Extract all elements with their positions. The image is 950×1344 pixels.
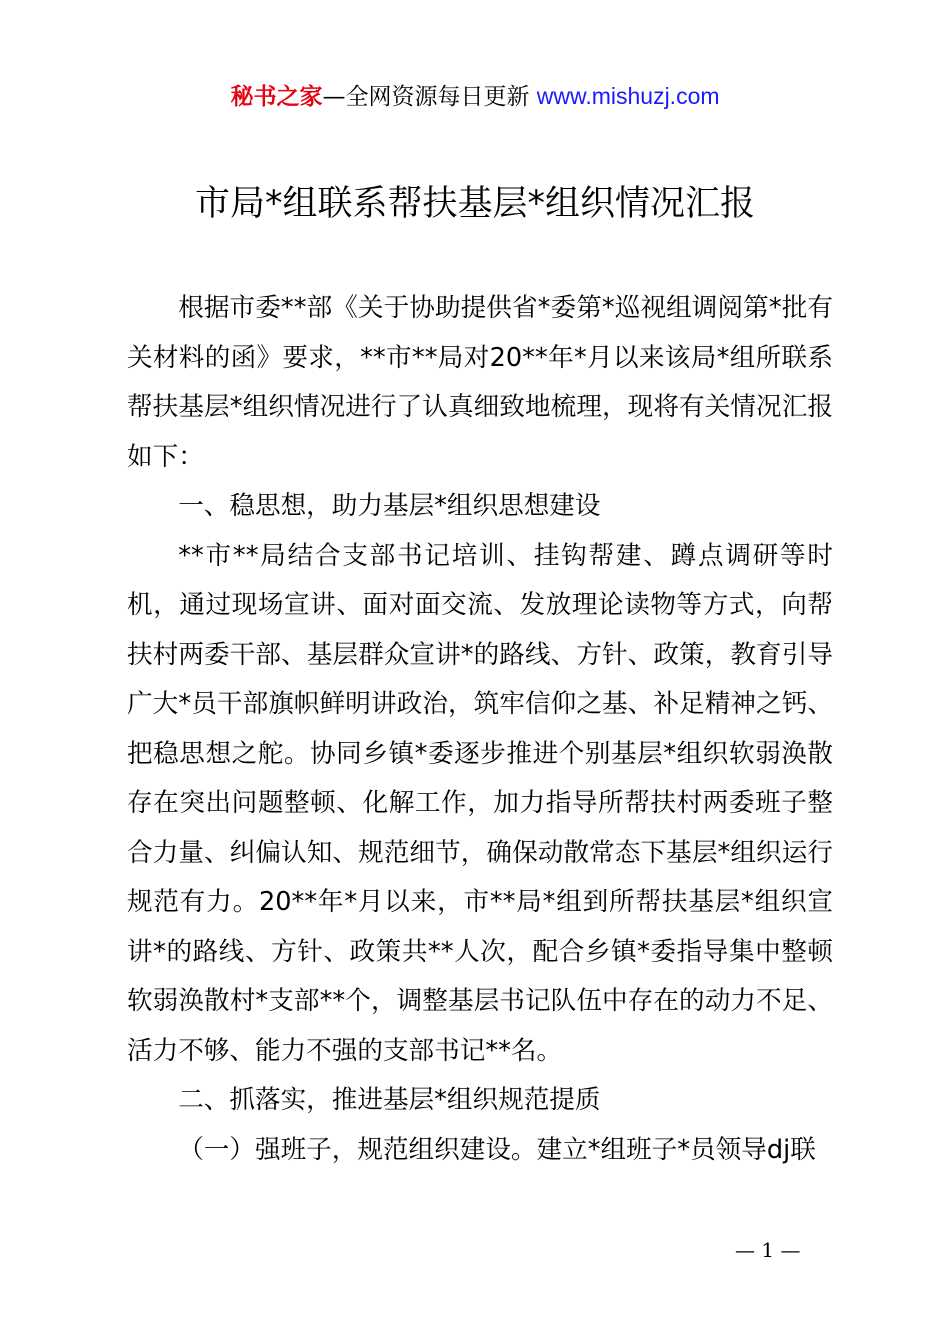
- paragraph-intro: 根据市委**部《关于协助提供省*委第*巡视组调阅第*批有关材料的函》要求，**市**局对20**年*月以来该局*组所联系帮扶基层*组织情况进行了认真细致地梳理，现将有关情况汇报如下：: [127, 293, 833, 472]
- document-body: [127, 284, 833, 1175]
- page-number: — 1 —: [735, 1238, 801, 1262]
- site-tagline: —全网资源每日更新: [322, 84, 537, 110]
- section-heading-1: 一、稳思想，助力基层*组织思想建设: [178, 491, 601, 521]
- document-title: 市局*组联系帮扶基层*组织情况汇报: [194, 184, 755, 224]
- section-heading-2: 二、抓落实，推进基层*组织规范提质: [178, 1085, 601, 1115]
- site-url[interactable]: www.mishuzj.com: [536, 83, 720, 109]
- paragraph-subsection-1: （一）强班子，规范组织建设。建立*组班子*员领导dj联: [178, 1134, 816, 1165]
- site-header: [0, 80, 950, 113]
- paragraph-section-1: **市**局结合支部书记培训、挂钩帮建、蹲点调研等时机，通过现场宣讲、面对面交流、发放理论读物等方式，向帮扶村两委干部、基层群众宣讲*的路线、方针、政策，教育引导广大*员干部旗帜鲜明讲政治，筑牢信仰之基、补足精神之钙、把稳思想之舵。协同乡镇*委逐步推进个别基层*组织软弱涣散存在突出问题整顿、化解工作，加力指导所帮扶村两委班子整合力量、纠偏认知、规范细节，确保动散常态下基层*组织运行规范有力。20**年*月以来，市**局*组到所帮扶基层*组织宣讲*的路线、方针、政策共**人次，配合乡镇*委指导集中整顿软弱涣散村*支部**个，调整基层书记队伍中存在的动力不足、活力不够、能力不强的支部书记**名。: [127, 540, 833, 1066]
- site-brand: 秘书之家: [230, 84, 323, 110]
